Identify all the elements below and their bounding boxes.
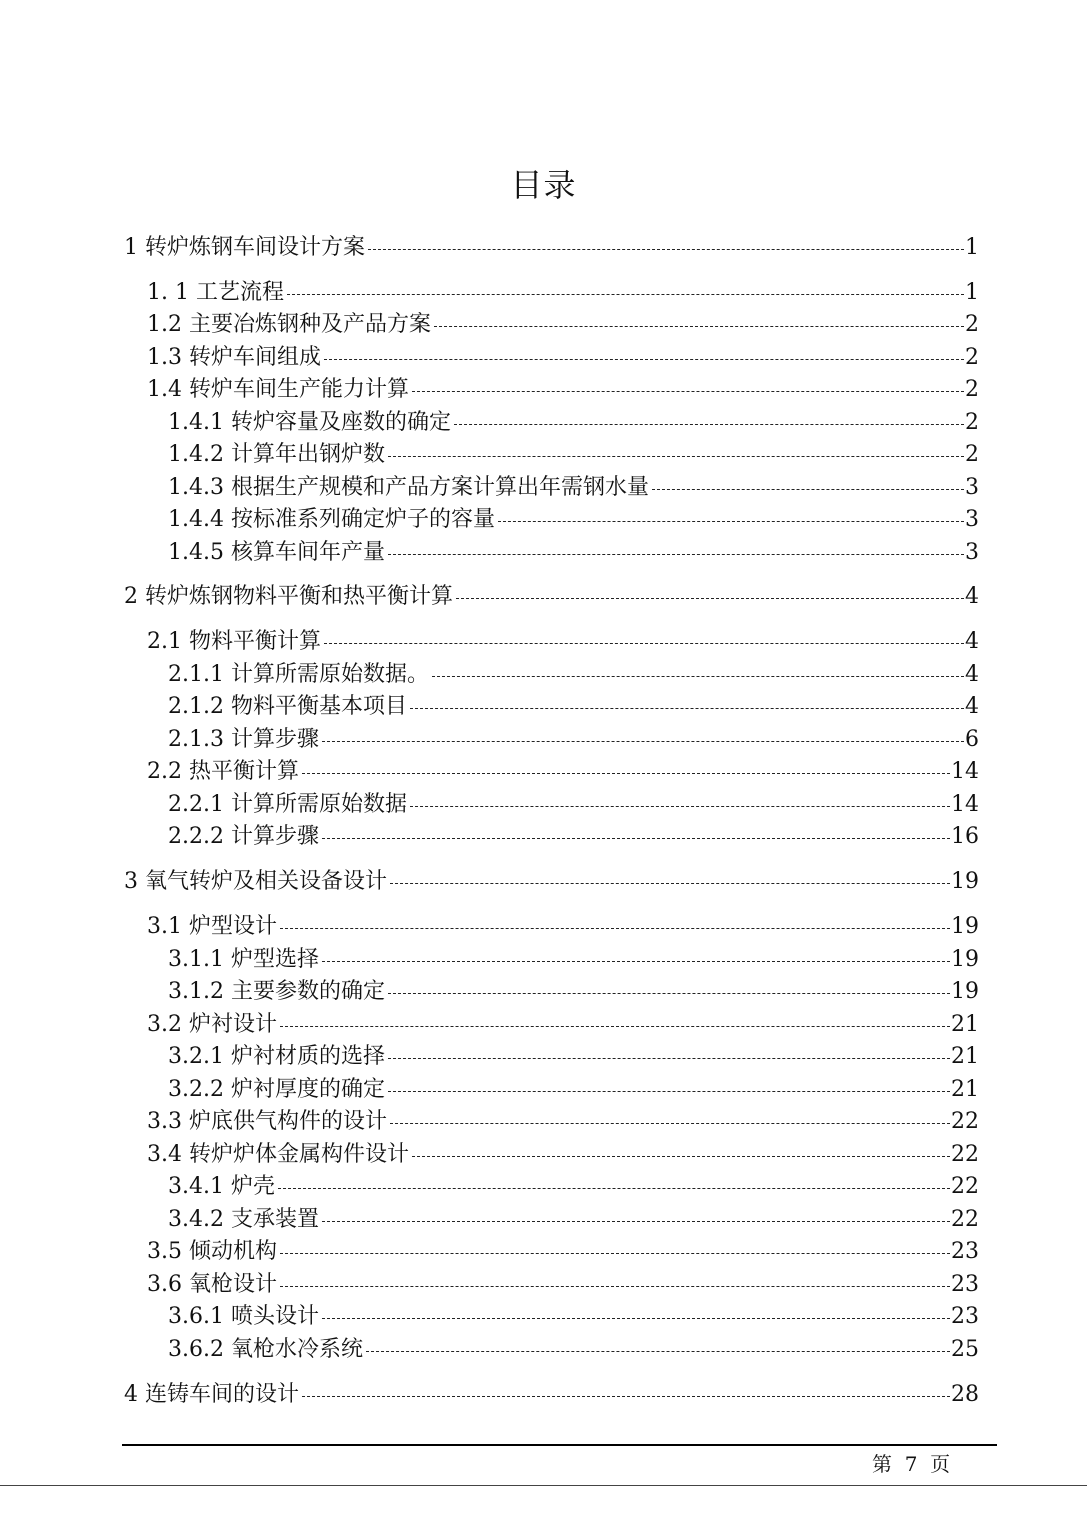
toc-entry-label: 2.2.1 计算所需原始数据 [168, 792, 407, 817]
toc-entry-page: 19 [951, 947, 979, 972]
toc-leader-dots [368, 249, 964, 250]
toc-entry-page: 21 [951, 1077, 979, 1102]
toc-entry-label: 1 转炉炼钢车间设计方案 [124, 235, 365, 260]
toc-entry-label: 3.1 炉型设计 [147, 914, 277, 939]
toc-entry[interactable] [168, 1075, 979, 1105]
toc-entry-page: 23 [951, 1304, 979, 1329]
toc-entry-page: 22 [951, 1109, 979, 1134]
toc-entry-label: 3.2.1 炉衬材质的选择 [168, 1044, 385, 1069]
toc-entry-page: 1 [965, 235, 979, 260]
toc-entry-label: 1.4.2 计算年出钢炉数 [168, 442, 385, 467]
toc-entry-label: 3.4 转炉炉体金属构件设计 [147, 1142, 409, 1167]
toc-entry[interactable] [168, 1042, 979, 1072]
toc-entry-page: 21 [951, 1012, 979, 1037]
toc-leader-dots [388, 1091, 950, 1092]
toc-leader-dots [410, 708, 964, 709]
toc-entry-page: 6 [965, 727, 979, 752]
toc-entry-page: 3 [965, 507, 979, 532]
toc-entry[interactable] [147, 627, 979, 657]
toc-entry-page: 14 [951, 792, 979, 817]
toc-entry[interactable] [168, 538, 979, 568]
toc-leader-dots [287, 294, 964, 295]
toc-entry-label: 1.4.1 转炉容量及座数的确定 [168, 410, 451, 435]
toc-entry[interactable] [147, 1237, 979, 1267]
toc-leader-dots [324, 359, 964, 360]
toc-entry-label: 1.4 转炉车间生产能力计算 [147, 377, 409, 402]
toc-entry[interactable] [168, 440, 979, 470]
toc-leader-dots [322, 1318, 950, 1319]
toc-entry-page: 1 [965, 280, 979, 305]
page-number: 第 7 页 [872, 1452, 951, 1476]
toc-entry[interactable] [168, 790, 979, 820]
toc-entry-label: 3.1.2 主要参数的确定 [168, 979, 385, 1004]
toc-entry[interactable] [168, 822, 979, 852]
toc-entry-label: 4 连铸车间的设计 [124, 1382, 299, 1407]
toc-entry-label: 1.2 主要冶炼钢种及产品方案 [147, 312, 431, 337]
toc-entry[interactable] [168, 1335, 979, 1365]
toc-leader-dots [390, 1123, 950, 1124]
toc-entry-label: 2.1 物料平衡计算 [147, 629, 321, 654]
toc-entry-page: 21 [951, 1044, 979, 1069]
toc-entry-page: 4 [965, 662, 979, 687]
toc-entry-label: 3.6.1 喷头设计 [168, 1304, 319, 1329]
toc-entry[interactable] [168, 1205, 979, 1235]
toc-entry-label: 2.2 热平衡计算 [147, 759, 299, 784]
toc-entry-label: 3.1.1 炉型选择 [168, 947, 319, 972]
page-title: 目录 [510, 166, 577, 204]
toc-leader-dots [390, 883, 950, 884]
toc-leader-dots [434, 326, 964, 327]
toc-entry-label: 3.5 倾动机构 [147, 1239, 277, 1264]
toc-entry-label: 3.6.2 氧枪水冷系统 [168, 1337, 363, 1362]
toc-entry-page: 23 [951, 1239, 979, 1264]
toc-entry-label: 2.1.3 计算步骤 [168, 727, 319, 752]
toc-leader-dots [322, 838, 950, 839]
toc-entry-label: 3.3 炉底供气构件的设计 [147, 1109, 387, 1134]
toc-leader-dots [280, 928, 950, 929]
toc-entry-label: 2.2.2 计算步骤 [168, 824, 319, 849]
toc-entry-page: 25 [951, 1337, 979, 1362]
toc-leader-dots [388, 456, 964, 457]
toc-entry-label: 1.3 转炉车间组成 [147, 345, 321, 370]
toc-leader-dots [280, 1253, 950, 1254]
toc-entry-label: 1.4.3 根据生产规模和产品方案计算出年需钢水量 [168, 475, 649, 500]
toc-entry-page: 2 [965, 442, 979, 467]
footer-divider [122, 1444, 997, 1446]
toc-entry[interactable] [168, 977, 979, 1007]
toc-entry[interactable] [168, 660, 979, 690]
toc-leader-dots [280, 1026, 950, 1027]
toc-entry-page: 2 [965, 377, 979, 402]
toc-entry-page: 4 [965, 584, 979, 609]
toc-entry[interactable] [147, 1107, 979, 1137]
toc-leader-dots [302, 773, 950, 774]
toc-leader-dots [412, 391, 964, 392]
toc-entry-page: 22 [951, 1142, 979, 1167]
toc-entry-page: 4 [965, 694, 979, 719]
toc-leader-dots [280, 1286, 950, 1287]
toc-entry-label: 3.4.1 炉壳 [168, 1174, 275, 1199]
toc-leader-dots [324, 643, 964, 644]
toc-entry[interactable] [147, 757, 979, 787]
toc-entry-label: 1.4.4 按标准系列确定炉子的容量 [168, 507, 495, 532]
toc-entry-page: 16 [951, 824, 979, 849]
toc-leader-dots [278, 1188, 950, 1189]
toc-entry[interactable] [147, 1270, 979, 1300]
toc-entry[interactable] [147, 1140, 979, 1170]
toc-leader-dots [412, 1156, 950, 1157]
toc-entry-label: 2.1.1 计算所需原始数据。 [168, 662, 429, 687]
toc-entry-label: 3.2 炉衬设计 [147, 1012, 277, 1037]
toc-entry[interactable] [147, 343, 979, 373]
toc-leader-dots [302, 1396, 950, 1397]
toc-entry[interactable] [147, 375, 979, 405]
toc-leader-dots [652, 489, 964, 490]
toc-entry[interactable] [147, 912, 979, 942]
toc-entry-label: 1. 1 工艺流程 [147, 280, 284, 305]
toc-leader-dots [498, 521, 964, 522]
toc-entry-label: 2 转炉炼钢物料平衡和热平衡计算 [124, 584, 453, 609]
toc-entry[interactable] [168, 1302, 979, 1332]
toc-entry-label: 3 氧气转炉及相关设备设计 [124, 869, 387, 894]
toc-entry-page: 19 [951, 869, 979, 894]
toc-entry[interactable] [124, 233, 979, 263]
toc-entry[interactable] [168, 505, 979, 535]
toc-entry-page: 2 [965, 345, 979, 370]
toc-entry-label: 3.4.2 支承装置 [168, 1207, 319, 1232]
toc-entry[interactable] [168, 1172, 979, 1202]
toc-entry-page: 22 [951, 1207, 979, 1232]
toc-entry-label: 3.6 氧枪设计 [147, 1272, 277, 1297]
toc-entry[interactable] [147, 310, 979, 340]
toc-leader-dots [322, 1221, 950, 1222]
toc-entry[interactable] [124, 582, 979, 612]
toc-entry[interactable] [168, 473, 979, 503]
toc-entry-page: 19 [951, 914, 979, 939]
toc-entry-page: 3 [965, 475, 979, 500]
toc-entry-page: 2 [965, 312, 979, 337]
toc-entry[interactable] [147, 278, 979, 308]
toc-entry-page: 3 [965, 540, 979, 565]
toc-entry-page: 4 [965, 629, 979, 654]
toc-leader-dots [322, 961, 950, 962]
toc-entry[interactable] [168, 408, 979, 438]
toc-entry-page: 14 [951, 759, 979, 784]
toc-leader-dots [454, 424, 964, 425]
toc-entry[interactable] [124, 867, 979, 897]
toc-entry[interactable] [168, 725, 979, 755]
toc-entry-label: 1.4.5 核算车间年产量 [168, 540, 385, 565]
toc-leader-dots [388, 554, 964, 555]
toc-entry-label: 3.2.2 炉衬厚度的确定 [168, 1077, 385, 1102]
toc-entry-page: 23 [951, 1272, 979, 1297]
toc-leader-dots [388, 1058, 950, 1059]
toc-leader-dots [456, 598, 964, 599]
toc-entry[interactable] [124, 1380, 979, 1410]
toc-entry-label: 2.1.2 物料平衡基本项目 [168, 694, 407, 719]
toc-leader-dots [388, 993, 950, 994]
toc-leader-dots [366, 1351, 950, 1352]
toc-entry[interactable] [147, 1010, 979, 1040]
toc-leader-dots [322, 741, 964, 742]
page-bottom-divider [0, 1485, 1087, 1486]
toc-entry-page: 19 [951, 979, 979, 1004]
toc-entry-page: 22 [951, 1174, 979, 1199]
toc-leader-dots [432, 676, 964, 677]
toc-entry-page: 2 [965, 410, 979, 435]
toc-entry[interactable] [168, 692, 979, 722]
toc-leader-dots [410, 806, 950, 807]
toc-entry-page: 28 [951, 1382, 979, 1407]
toc-entry[interactable] [168, 945, 979, 975]
